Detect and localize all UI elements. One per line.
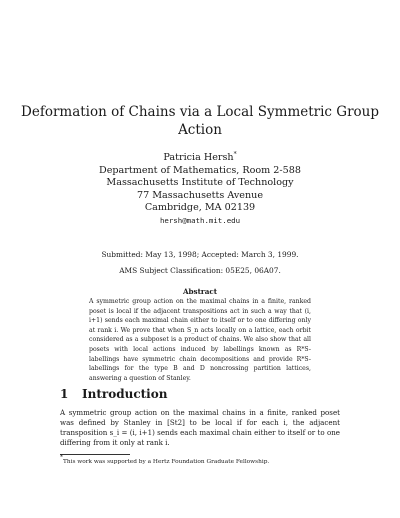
abstract-text: A symmetric group action on the maximal chains in a finite, ranked poset is local if the adjacent transpositions act in such a way that (i, i+1) sends each maximal chain either to itself or to one differing only at rank i. We prove that when S_n acts locally on a lattice, each orbit considered as a subposet is a product of chains. We also show that all posets with local actions induced by labellings known as R*S-labellings have symmetric chain decompositions and provide R*S-labellings for the type B and D noncrossing partition lattices, answering a question of Stanley. [89,298,311,382]
affiliation-line-1: Department of Mathematics, Room 2-588 [99,164,301,176]
affiliation-line-4: Cambridge, MA 02139 [144,202,256,213]
footnote-mark: * [60,454,63,461]
section-number: 1 [60,387,69,401]
section-heading [60,387,340,401]
author-block [0,152,400,227]
abstract-heading: Abstract [182,287,218,296]
affiliation-line-3: 77 Massachusetts Avenue [136,189,264,201]
author-email: hersh@math.mit.edu [159,215,241,225]
footnote-rule [60,454,130,455]
author-footnote-mark: * [233,151,237,158]
footnote [60,454,350,466]
section-title: Introduction [82,387,168,401]
paper-title: Deformation of Chains via a Local Symmetric Group Action [21,104,379,138]
affiliation-line-2: Massachusetts Institute of Technology [106,177,294,188]
footnote-text: This work was supported by a Hertz Foundation Graduate Fellowship. [63,459,270,465]
author-name: Patricia Hersh [163,152,234,163]
ams-classification: AMS Subject Classification: 05E25, 06A07. [119,266,281,275]
author-line [0,152,400,165]
introduction-paragraph: A symmetric group action on the maximal chains in a finite, ranked poset was defined by Stanley in [St2] to be local if for each i, the adjacent transposition s_i = (i, i+1) sends each maximal chain either to itself or to one differing from it only at rank i. [60,408,340,447]
submission-dates: Submitted: May 13, 1998; Accepted: March 3, 1999. [101,250,299,259]
